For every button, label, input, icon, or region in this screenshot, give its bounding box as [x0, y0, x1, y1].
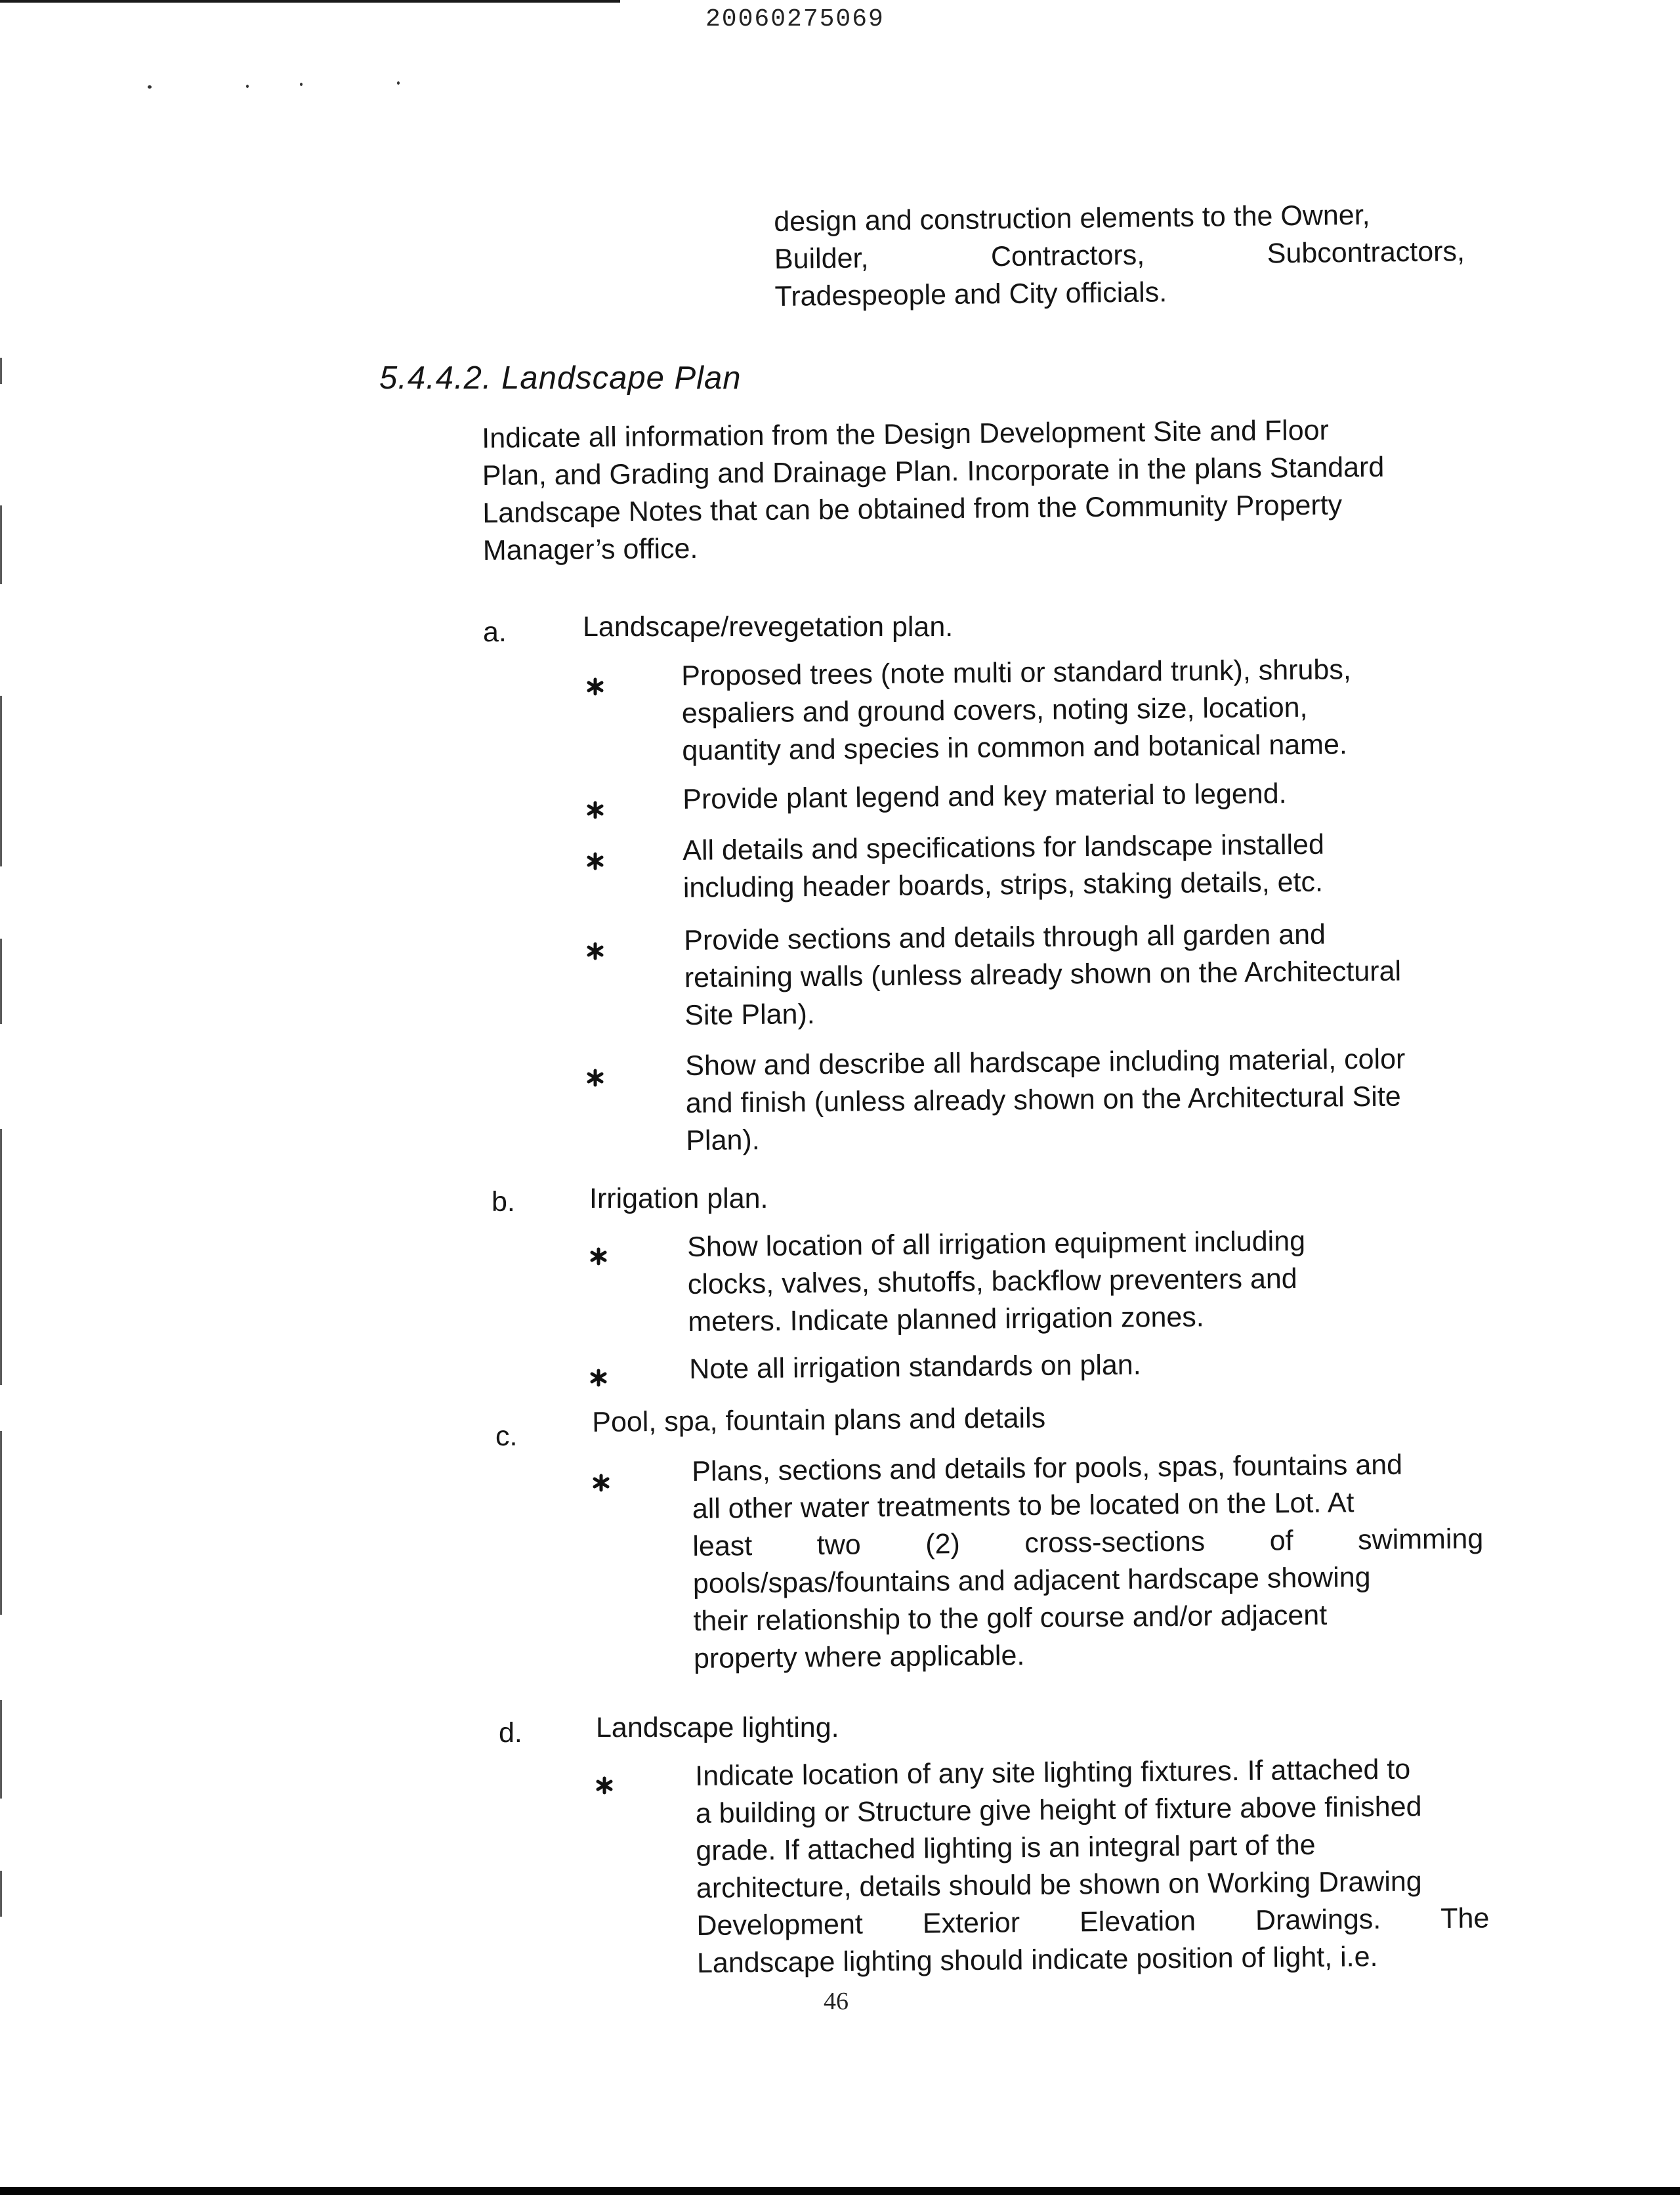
bullet-word: swimming: [1357, 1523, 1484, 1556]
intro-word: Builder,: [774, 242, 869, 275]
bullet-line: property where applicable.: [693, 1640, 1025, 1674]
asterisk-icon: [586, 677, 604, 696]
bullet-line: Plan).: [686, 1124, 760, 1157]
bullet-word: two: [816, 1529, 861, 1562]
bullet-line: meters. Indicate planned irrigation zones.: [688, 1301, 1204, 1338]
asterisk-icon: [586, 801, 604, 819]
item-title: Pool, spa, fountain plans and details: [592, 1402, 1046, 1438]
asterisk-icon: [586, 942, 604, 960]
bullet-line: Provide plant legend and key material to legend.: [682, 778, 1287, 815]
bullet-line: Landscape lighting should indicate position of light, i.e.: [696, 1941, 1378, 1979]
asterisk-icon: [589, 1369, 608, 1387]
bullet-line: a building or Structure give height of fixture above finished: [695, 1791, 1422, 1829]
intro-fragment-line: [774, 233, 1465, 278]
section-intro-line: Plan, and Grading and Drainage Plan. Incorporate in the plans Standard: [482, 451, 1385, 492]
scan-speck: [246, 85, 249, 88]
bullet-line: clocks, valves, shutoffs, backflow preventers and: [687, 1263, 1297, 1300]
bullet-line: all other water treatments to be located on the Lot. At: [692, 1487, 1354, 1525]
bullet-line: grade. If attached lighting is an integral part of the: [696, 1829, 1316, 1867]
bullet-line: espaliers and ground covers, noting size, location,: [681, 691, 1308, 729]
bullet-line: and finish (unless already shown on the Architectural Site: [685, 1080, 1401, 1119]
item-letter: c.: [495, 1420, 518, 1452]
section-heading: 5.4.4.2. Landscape Plan: [379, 360, 742, 396]
bullet-line: Show location of all irrigation equipment including: [687, 1225, 1306, 1263]
asterisk-icon: [592, 1474, 610, 1492]
section-intro: [482, 411, 1467, 570]
intro-fragment: [774, 196, 1465, 316]
bullet-text: [685, 1040, 1479, 1160]
intro-fragment-line: design and construction elements to the Owner,: [774, 199, 1370, 238]
bullet-word: Development: [696, 1908, 864, 1942]
bullet-word: cross-sections: [1024, 1525, 1206, 1560]
bullet-text: [687, 1221, 1480, 1341]
bullet-text: [684, 914, 1478, 1034]
bullet-line: quantity and species in common and botanical name.: [682, 729, 1348, 767]
bullet-word: The: [1440, 1902, 1490, 1935]
bullet-word: of: [1269, 1525, 1293, 1557]
intro-fragment-line: Tradespeople and City officials.: [774, 276, 1167, 312]
scan-left-edge-mark: [0, 1431, 2, 1615]
bullet-word: Drawings.: [1255, 1903, 1381, 1936]
asterisk-icon: [586, 1069, 604, 1087]
bullet-line: Provide sections and details through all garden and: [684, 918, 1326, 956]
scan-left-edge-mark: [0, 1129, 2, 1385]
scan-left-edge-mark: [0, 358, 2, 384]
item-letter: a.: [483, 616, 507, 648]
bullet-word: least: [692, 1530, 753, 1562]
item-title: Irrigation plan.: [589, 1183, 768, 1214]
intro-word: Contractors,: [990, 239, 1145, 273]
section-intro-line: Indicate all information from the Design Development Site and Floor: [482, 414, 1330, 454]
scan-speck: [397, 81, 400, 85]
scan-left-edge-mark: [0, 1871, 2, 1917]
bullet-line: including header boards, strips, staking details, etc.: [682, 866, 1324, 904]
bullet-line: architecture, details should be shown on Working Drawing: [696, 1865, 1422, 1904]
item-title: Landscape/revegetation plan.: [583, 611, 954, 643]
bullet-text: [692, 1445, 1484, 1678]
bullet-line: Show and describe all hardscape including material, color: [685, 1043, 1406, 1082]
bullet-line: pools/spas/fountains and adjacent hardscape showing: [692, 1562, 1371, 1600]
asterisk-icon: [586, 852, 604, 870]
scan-top-border: [0, 0, 620, 3]
bullet-text: [682, 824, 1475, 907]
intro-word: Subcontractors,: [1267, 236, 1465, 270]
scan-left-edge-mark: [0, 1700, 2, 1799]
bullet-text: [681, 650, 1473, 770]
bullet-text: [695, 1750, 1490, 1982]
bullet-line: retaining walls (unless already shown on the Architectural: [684, 955, 1402, 994]
scan-left-edge-mark: [0, 505, 2, 584]
bullet-line: Site Plan).: [684, 998, 815, 1031]
item-letter: b.: [492, 1186, 515, 1218]
scan-speck: [300, 83, 303, 86]
bullet-text: [682, 773, 1473, 819]
scan-speck: [148, 85, 152, 89]
asterisk-icon: [595, 1776, 614, 1795]
bullet-line: All details and specifications for landscape installed: [682, 828, 1325, 866]
item-title: Landscape lighting.: [596, 1712, 839, 1743]
bullet-line: Plans, sections and details for pools, spas, fountains and: [692, 1449, 1403, 1487]
bullet-text: [689, 1343, 1481, 1388]
bullet-line: Proposed trees (note multi or standard trunk), shrubs,: [681, 654, 1351, 692]
scan-left-edge-mark: [0, 939, 2, 1024]
bullet-line: Indicate location of any site lighting fixtures. If attached to: [695, 1753, 1411, 1792]
document-number: 20060275069: [705, 5, 885, 33]
item-letter: d.: [499, 1717, 522, 1749]
bullet-word: Elevation: [1079, 1905, 1196, 1938]
bullet-word: (2): [925, 1528, 961, 1560]
section-intro-line: Landscape Notes that can be obtained from the Community Property: [482, 489, 1343, 529]
page-number: 46: [824, 1988, 849, 2015]
scan-bottom-border: [0, 2187, 1680, 2195]
bullet-word: Exterior: [922, 1907, 1020, 1940]
bullet-line: Note all irrigation standards on plan.: [689, 1349, 1141, 1385]
bullet-line: their relationship to the golf course and/or adjacent: [693, 1599, 1328, 1637]
section-intro-line: Manager’s office.: [482, 532, 698, 566]
scan-left-edge-mark: [0, 696, 2, 866]
asterisk-icon: [589, 1247, 608, 1266]
